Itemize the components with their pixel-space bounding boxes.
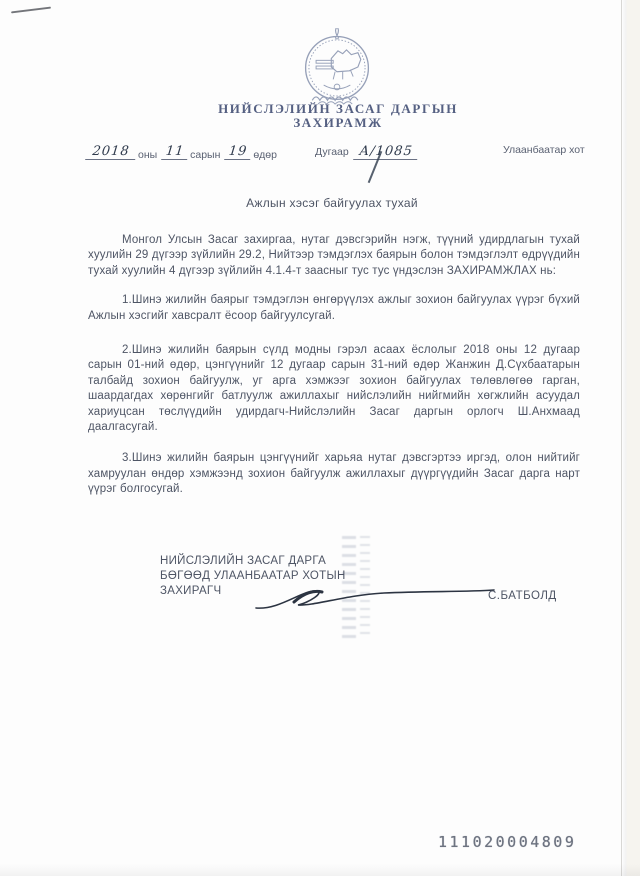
decree-item-2: 2.Шинэ жилийн баярын сүлд модны гэрэл асаах ёслолыг 2018 оны 12 дугаар сарын 01-ний өдөр, цэнгүүнийг 12 дугаар сарын 31-ний өдөр Жанжин Д.Сүхбаатарын талбайд зохион байгуулж, уг арга хэмжээг зохион байгуулах төлөвлөгөө гарган, шаардагдах хөрөнгийг батлуулж ажиллахыг нийслэлийн нийгмийн хөгжлийн асуудал хариуцсан төслүүдийн удирдагч-Нийслэлийн Засаг даргын орлогч Ш.Анхмаад даалгасугай. bbox=[88, 344, 580, 434]
number-group bbox=[313, 144, 418, 160]
scan-edge-bottom bbox=[0, 864, 640, 876]
signatory-title-line2: БӨГӨӨД УЛААНБААТАР ХОТЫН bbox=[160, 570, 346, 583]
day-handwritten: 19 bbox=[224, 144, 252, 160]
registration-number: 111020004809 bbox=[438, 833, 577, 851]
signatory-title-line3: ЗАХИРАГЧ bbox=[160, 585, 222, 598]
handwritten-signature bbox=[252, 578, 498, 614]
month-handwritten: 11 bbox=[161, 144, 189, 160]
signatory-name: С.БАТБОЛД bbox=[488, 590, 557, 602]
heading-line1: НИЙСЛЭЛИЙН ЗАСАГ ДАРГЫН bbox=[218, 101, 458, 116]
number-label: Дугаар bbox=[315, 146, 349, 158]
signatory-title-line1: НИЙСЛЭЛИЙН ЗАСАГ ДАРГА bbox=[160, 555, 327, 567]
decree-item-1: 1.Шинэ жилийн баярыг тэмдэглэн өнгөрүүлэх ажлыг зохион байгуулах үүрэг бүхий Ажлын хэсгийг хавсралт ёсоор байгуулсугай. bbox=[88, 294, 580, 322]
intro-paragraph: Монгол Улсын Засаг захиргаа, нутаг дэвсгэрийн нэгж, түүний удирдлагын тухай хуулийн 29 дүгээр зүйлийн 29.2, Нийтээр тэмдэглэх баярын болон тэмдэглэлт өдрүүдийн тухай хуулийн 4 дүгээр зүйлийн 4.1.4-т заасныг тус тус үндэслэн ЗАХИРАМЖЛАХ нь: bbox=[88, 234, 580, 277]
year-label: оны bbox=[138, 149, 158, 161]
document-title: Ажлын хэсэг байгуулах тухай bbox=[246, 196, 418, 210]
signature-block bbox=[0, 548, 640, 658]
mongolia-state-emblem-icon bbox=[291, 28, 383, 106]
year-handwritten: 2018 bbox=[85, 144, 137, 160]
date-number-row bbox=[0, 140, 640, 170]
decree-item-3: 3.Шинэ жилийн баярын цэнгүүнийг харьяа нутаг дэвсгэртээ иргэд, олон нийтийг хамруулан өндөр хэмжээнд зохион байгуулж ажиллахыг дүүргүүдийн Засаг дарга нарт үүрэг болгосугай. bbox=[88, 452, 580, 496]
date-group bbox=[86, 144, 279, 160]
document-body bbox=[88, 233, 580, 498]
heading-line2: ЗАХИРАМЖ bbox=[293, 115, 383, 130]
document-heading bbox=[0, 102, 640, 130]
pencil-mark-artifact bbox=[11, 7, 51, 14]
city-label: Улаанбаатар хот bbox=[503, 144, 585, 156]
day-label: өдөр bbox=[253, 149, 277, 161]
scan-edge-right bbox=[621, 0, 640, 876]
month-label: сарын bbox=[190, 149, 221, 161]
number-handwritten: А/1085 bbox=[353, 144, 419, 160]
